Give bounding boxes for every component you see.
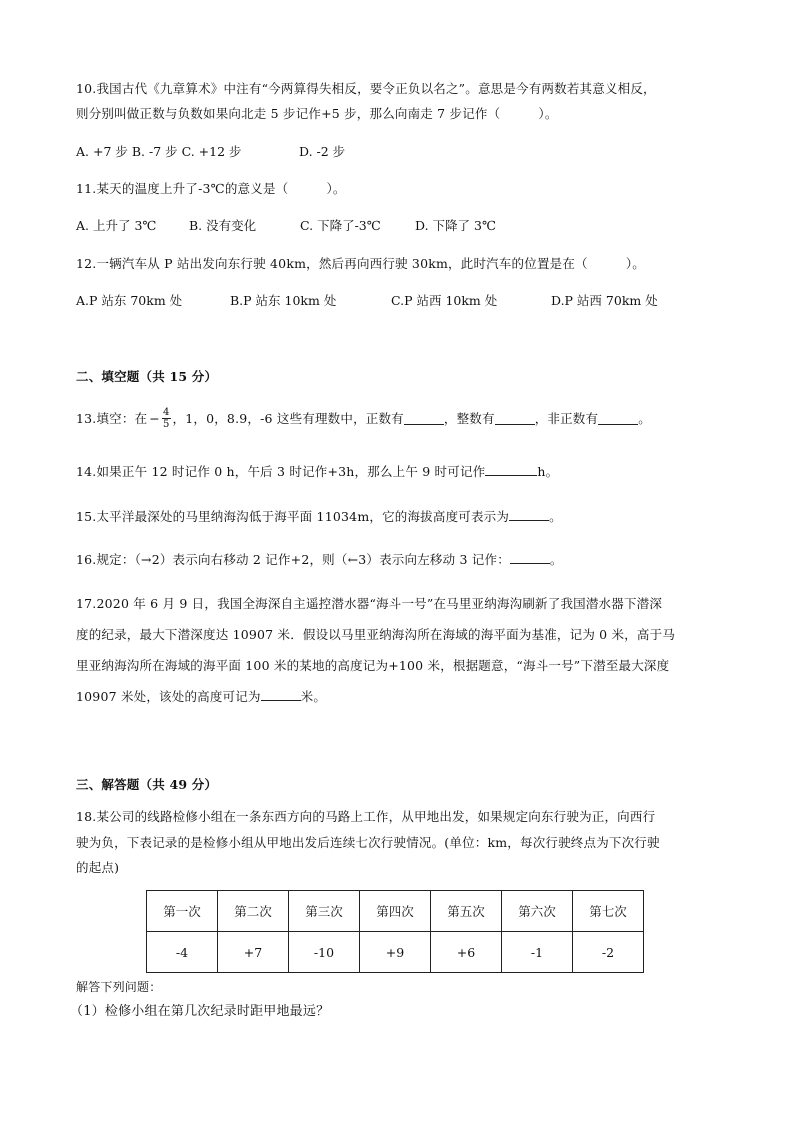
- q14-before: 14.如果正午 12 时记作 0 h，午后 3 时记作+3h，那么上午 9 时可记作: [76, 464, 486, 479]
- q17-line4-after: 米。: [300, 689, 327, 704]
- q15-after: 。: [549, 509, 562, 524]
- table-header-cell: 第五次: [431, 891, 502, 932]
- q18-answer-intro: 解答下列问题：: [76, 980, 162, 994]
- q13-part3: ，非正数有: [534, 411, 599, 426]
- q12-option-b: B.P 站东 10km 处: [230, 293, 337, 308]
- q14-blank[interactable]: [485, 463, 537, 476]
- q15-line: [76, 507, 562, 525]
- q11-option-a: A. 上升了 3℃: [76, 218, 157, 233]
- q13-frac-numerator: 4: [162, 406, 170, 418]
- q13-minus: −: [149, 410, 160, 426]
- q12-option-c: C.P 站西 10km 处: [391, 293, 498, 308]
- q18-sub-question-1: （1）检修小组在第几次纪录时距甲地最远？: [70, 1004, 330, 1019]
- table-header-cell: 第一次: [147, 891, 218, 932]
- q12-text: 12.一辆汽车从 P 站出发向东行驶 40km，然后再向西行驶 30km，此时汽车的位置是在（ ）。: [76, 256, 646, 271]
- q13-part2: ，整数有: [443, 411, 495, 426]
- travel-record-table: [146, 890, 644, 973]
- table-header-cell: 第六次: [502, 891, 573, 932]
- q12-option-a: A.P 站东 70km 处: [76, 293, 183, 308]
- q18-line2: 驶为负，下表记录的是检修小组从甲地出发后连续七次行驶情况。(单位：km，每次行驶终点为下次行驶: [76, 835, 660, 850]
- table-cell: +9: [360, 932, 431, 973]
- table-header-row: [147, 891, 644, 932]
- q16-before: 16.规定：（→2）表示向右移动 2 记作+2，则（←3）表示向左移动 3 记作：: [76, 552, 510, 567]
- section-3-heading: 三、解答题（共 49 分）: [76, 777, 218, 792]
- q13-blank-integer[interactable]: [495, 412, 535, 425]
- q13-prefix: 13.填空：在: [76, 411, 148, 426]
- q13-middle: ，1，0，8.9，-6 这些有理数中，正数有: [172, 411, 404, 426]
- q13-blank-nonpositive[interactable]: [598, 412, 638, 425]
- section-2-heading: 二、填空题（共 15 分）: [76, 369, 218, 384]
- q11-option-b: B. 没有变化: [189, 218, 257, 233]
- q10-line2: 则分别叫做正数与负数如果向北走 5 步记作+5 步，那么向南走 7 步记作（ ）。: [76, 106, 558, 121]
- q15-blank[interactable]: [509, 508, 549, 521]
- table-header-cell: 第二次: [218, 891, 289, 932]
- table-header-cell: 第七次: [573, 891, 644, 932]
- q11-option-c: C. 下降了-3℃: [300, 218, 381, 233]
- q11-option-d: D. 下降了 3℃: [415, 218, 496, 233]
- q16-blank[interactable]: [510, 551, 550, 564]
- q18-line1: 18.某公司的线路检修小组在一条东西方向的马路上工作，从甲地出发，如果规定向东行驶为正，向西行: [76, 809, 656, 824]
- q17-line2: 度的纪录，最大下潜深度达 10907 米．假设以马里亚纳海沟所在海域的海平面为基准，记为 0 米，高于马: [76, 627, 676, 642]
- table-cell: -10: [289, 932, 360, 973]
- q17-line4-before: 10907 米处，该处的高度可记为: [76, 689, 261, 704]
- q13-line: [76, 403, 651, 433]
- table-cell: -1: [502, 932, 573, 973]
- q12-option-d: D.P 站西 70km 处: [551, 293, 658, 308]
- table-header-cell: 第三次: [289, 891, 360, 932]
- q10-options-abc: A. +7 步 B. -7 步 C. +12 步: [76, 144, 242, 159]
- q16-after: 。: [549, 552, 563, 567]
- q17-blank[interactable]: [261, 688, 301, 701]
- q11-text: 11.某天的温度上升了-3℃的意义是（ ）。: [76, 181, 346, 196]
- q17-line3: 里亚纳海沟所在海域的海平面 100 米的某地的高度记为+100 米，根据题意，“海斗一号”下潜至最大深度: [76, 658, 670, 673]
- table-cell: -4: [147, 932, 218, 973]
- q13-end: 。: [638, 411, 651, 426]
- q14-line: [76, 462, 558, 480]
- table-header-cell: 第四次: [360, 891, 431, 932]
- q14-after: h。: [537, 464, 559, 479]
- q13-blank-positive[interactable]: [404, 412, 444, 425]
- q16-line: [76, 550, 563, 568]
- q18-line3: 的起点): [76, 860, 120, 875]
- table-cell: +6: [431, 932, 502, 973]
- q10-option-d: D. -2 步: [299, 144, 346, 159]
- q15-before: 15.太平洋最深处的马里纳海沟低于海平面 11034m，它的海拔高度可表示为: [76, 509, 510, 524]
- table-cell: -2: [573, 932, 644, 973]
- q17-line4: [76, 687, 326, 705]
- q17-line1: 17.2020 年 6 月 9 日，我国全海深自主遥控潜水器“海斗一号”在马里亚纳海沟刷新了我国潜水器下潜深: [76, 596, 663, 611]
- q13-frac-denominator: 5: [162, 418, 170, 430]
- table-cell: +7: [218, 932, 289, 973]
- table-row: [147, 932, 644, 973]
- q13-fraction: [162, 407, 171, 430]
- q10-line1: 10.我国古代《九章算术》中注有“今两算得失相反，要令正负以名之”。意思是今有两数若其意义相反，: [76, 81, 656, 96]
